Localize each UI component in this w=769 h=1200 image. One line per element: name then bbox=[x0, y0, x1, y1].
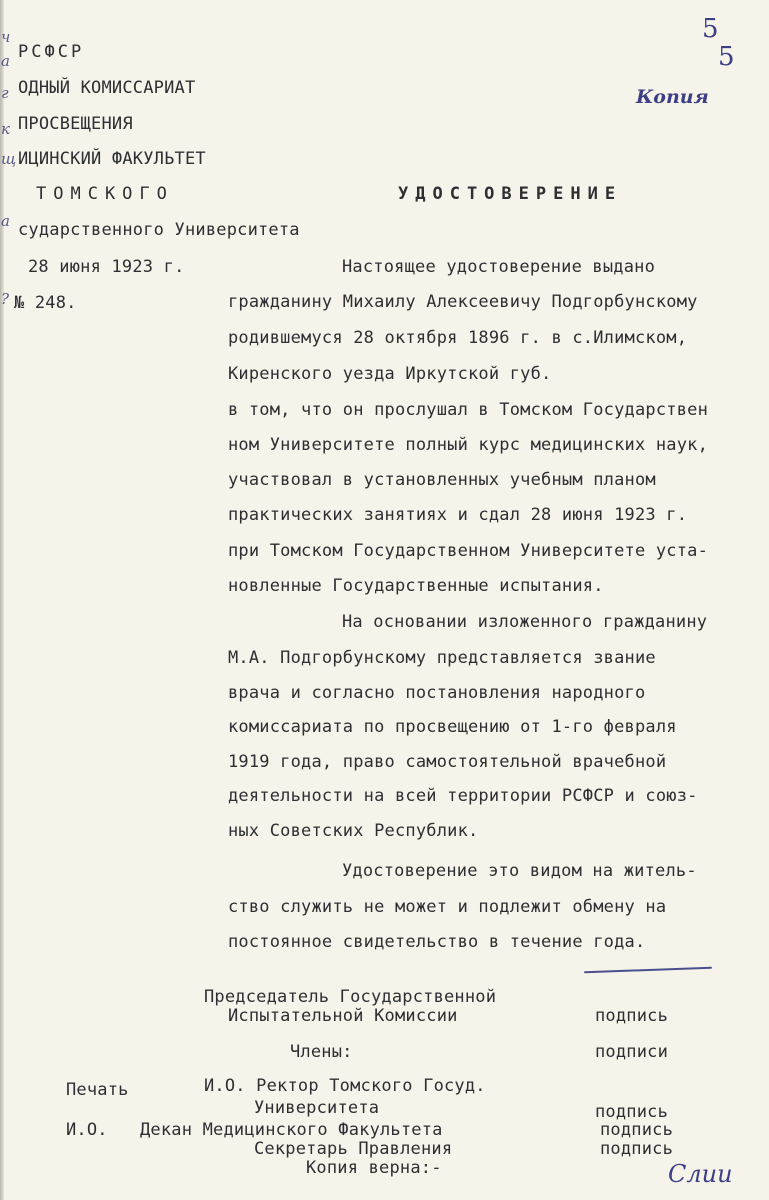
margin-mark: ч bbox=[1, 28, 11, 46]
body-line: участвовал в установленных учебным планом bbox=[228, 470, 656, 490]
header-line: ОДНЫЙ КОМИССАРИАТ bbox=[18, 78, 196, 98]
document-title: УДОСТОВЕРЕНИЕ bbox=[398, 184, 623, 204]
dean-prefix: И.О. bbox=[66, 1120, 108, 1140]
margin-mark: г bbox=[1, 84, 9, 102]
margin-mark: а bbox=[1, 212, 10, 230]
copy-certification: Копия верна:- bbox=[306, 1158, 442, 1178]
body-line: ных Советских Республик. bbox=[228, 821, 479, 841]
secretary-signature: подпись bbox=[600, 1139, 674, 1159]
body-line: На основании изложенного гражданину bbox=[342, 612, 708, 632]
body-line: Настоящее удостоверение выдано bbox=[342, 257, 656, 277]
secretary-title: Секретарь Правления bbox=[254, 1139, 453, 1159]
chair-title: Испытательной Комиссии bbox=[228, 1006, 458, 1026]
body-line: ство служить не может и подлежит обмену на bbox=[228, 897, 667, 917]
header-line: РСФСР bbox=[18, 42, 85, 62]
dean-signature: подпись bbox=[600, 1120, 674, 1140]
document-number: № 248. bbox=[14, 293, 77, 313]
body-line: ном Университете полный курс медицинских наук, bbox=[228, 435, 709, 455]
margin-mark: а bbox=[1, 52, 10, 70]
header-line: ИЦИНСКИЙ ФАКУЛЬТЕТ bbox=[18, 149, 206, 169]
body-line: при Томском Государственном Университете уста- bbox=[228, 541, 709, 561]
margin-mark: ? bbox=[1, 290, 10, 308]
handwritten-initials: Слии bbox=[668, 1160, 733, 1188]
header-line: ТОМСКОГО bbox=[36, 184, 174, 204]
seal-label: Печать bbox=[66, 1080, 129, 1100]
body-line: практических занятиях и сдал 28 июня 1923 г. bbox=[228, 505, 688, 525]
members-label: Члены: bbox=[290, 1042, 353, 1062]
body-line: комиссариата по просвещению от 1-го февраля bbox=[228, 717, 677, 737]
body-line: в том, что он прослушал в Томском Государствен bbox=[228, 400, 709, 420]
pen-stroke bbox=[584, 967, 712, 973]
page-edge bbox=[0, 0, 4, 1200]
body-line: Киренского уезда Иркутской губ. bbox=[228, 364, 552, 384]
page-number: 5 bbox=[702, 14, 719, 44]
body-line: врача и согласно постановления народного bbox=[228, 683, 646, 703]
dean-title: Декан Медицинского Факультета bbox=[140, 1120, 443, 1140]
chair-title: Председатель Государственной bbox=[204, 987, 497, 1007]
body-line: родившемуся 28 октября 1896 г. в с.Илимском, bbox=[228, 328, 688, 348]
body-line: деятельности на всей территории РСФСР и союз- bbox=[228, 786, 698, 806]
header-line: ПРОСВЕЩЕНИЯ bbox=[18, 114, 133, 134]
body-line: новленные Государственные испытания. bbox=[228, 576, 604, 596]
margin-mark: к bbox=[1, 120, 10, 138]
header-line: сударственного Университета bbox=[18, 220, 300, 240]
copy-mark: Копия bbox=[636, 86, 709, 108]
body-line: Удостоверение это видом на житель- bbox=[342, 861, 697, 881]
rector-title: Университета bbox=[254, 1098, 380, 1118]
issue-date: 28 июня 1923 г. bbox=[28, 257, 185, 277]
body-line: постоянное свидетельство в течение года. bbox=[228, 932, 646, 952]
body-line: 1919 года, право самостоятельной врачебной bbox=[228, 752, 667, 772]
body-line: гражданину Михаилу Алексеевичу Подгорбунскому bbox=[228, 292, 698, 312]
margin-mark: щ bbox=[1, 150, 17, 168]
rector-signature: подпись bbox=[595, 1102, 669, 1122]
chair-signature: подпись bbox=[595, 1006, 669, 1026]
rector-title: И.О. Ректор Томского Госуд. bbox=[204, 1076, 486, 1096]
page-number-handwritten: 5 bbox=[718, 42, 735, 72]
members-signature: подписи bbox=[595, 1042, 669, 1062]
body-line: М.А. Подгорбунскому представляется звание bbox=[228, 648, 656, 668]
